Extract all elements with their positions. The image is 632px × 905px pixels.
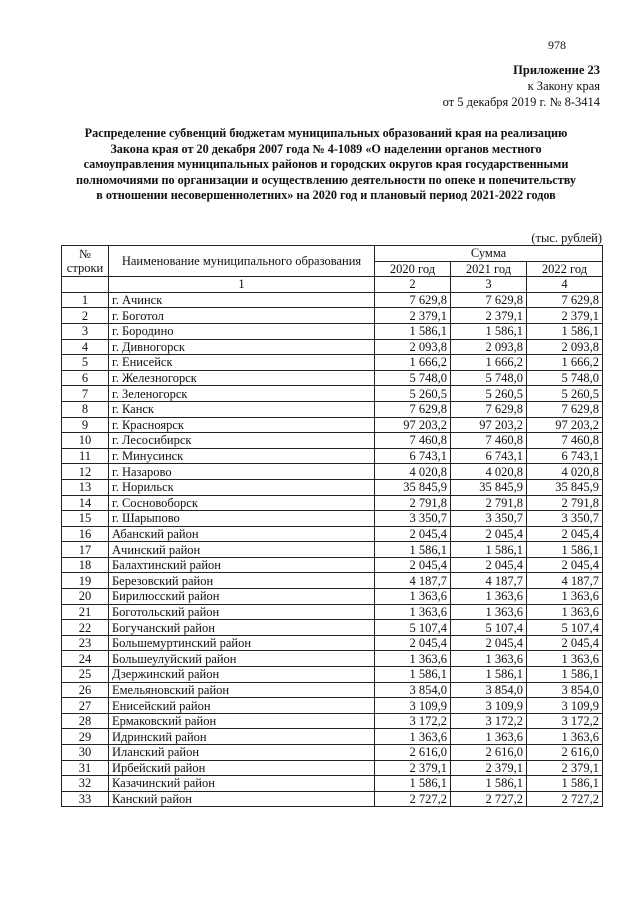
amount-2021-cell: 3 109,9: [451, 698, 527, 714]
row-number-cell: 32: [62, 776, 109, 792]
row-number-cell: 10: [62, 433, 109, 449]
appendix-title: Приложение 23: [513, 63, 600, 77]
amount-2021-cell: 2 045,4: [451, 557, 527, 573]
amount-2022-cell: 1 666,2: [527, 355, 603, 371]
municipality-name-cell: Канский район: [109, 791, 375, 807]
amount-2020-cell: 2 093,8: [375, 339, 451, 355]
row-number-cell: 25: [62, 667, 109, 683]
amount-2022-cell: 1 363,6: [527, 729, 603, 745]
table-row: [62, 557, 603, 573]
amount-2020-cell: 1 586,1: [375, 542, 451, 558]
municipality-name-cell: г. Железногорск: [109, 370, 375, 386]
municipality-name-cell: Идринский район: [109, 729, 375, 745]
table-row: [62, 745, 603, 761]
title-line: Распределение субвенций бюджетам муниципальных образований края на реализацию: [84, 126, 568, 140]
table-row: [62, 698, 603, 714]
municipality-name-cell: г. Боготол: [109, 308, 375, 324]
table-row: [62, 292, 603, 308]
amount-2021-cell: 2 791,8: [451, 495, 527, 511]
document-title: [60, 126, 592, 204]
row-number-cell: 13: [62, 479, 109, 495]
row-number-cell: 26: [62, 682, 109, 698]
row-number-cell: 4: [62, 339, 109, 355]
amount-2021-cell: 5 260,5: [451, 386, 527, 402]
table-row: [62, 729, 603, 745]
table-row: [62, 682, 603, 698]
amount-2020-cell: 7 629,8: [375, 292, 451, 308]
amount-2020-cell: 3 854,0: [375, 682, 451, 698]
amount-2021-cell: 1 363,6: [451, 729, 527, 745]
amount-2021-cell: 7 460,8: [451, 433, 527, 449]
amount-2022-cell: 2 727,2: [527, 791, 603, 807]
table-row: [62, 370, 603, 386]
row-number-cell: 7: [62, 386, 109, 402]
municipality-name-cell: г. Ачинск: [109, 292, 375, 308]
amount-2020-cell: 1 586,1: [375, 667, 451, 683]
municipality-name-cell: Боготольский район: [109, 604, 375, 620]
amount-2021-cell: 35 845,9: [451, 479, 527, 495]
amount-2021-cell: 1 363,6: [451, 651, 527, 667]
municipality-name-cell: Балахтинский район: [109, 557, 375, 573]
appendix-date: от 5 декабря 2019 г. № 8-3414: [442, 95, 600, 109]
municipality-name-cell: г. Дивногорск: [109, 339, 375, 355]
amount-2022-cell: 3 109,9: [527, 698, 603, 714]
amount-2022-cell: 3 172,2: [527, 713, 603, 729]
table-row: [62, 620, 603, 636]
table-row: [62, 464, 603, 480]
row-number-cell: 2: [62, 308, 109, 324]
amount-2020-cell: 3 109,9: [375, 698, 451, 714]
row-number-cell: 15: [62, 511, 109, 527]
amount-2020-cell: 2 045,4: [375, 557, 451, 573]
amount-2020-cell: 5 260,5: [375, 386, 451, 402]
table-row: [62, 417, 603, 433]
amount-2020-cell: 35 845,9: [375, 479, 451, 495]
table-row: [62, 433, 603, 449]
municipality-name-cell: г. Шарыпово: [109, 511, 375, 527]
amount-2021-cell: 1 363,6: [451, 589, 527, 605]
amount-2021-cell: 97 203,2: [451, 417, 527, 433]
table-row: [62, 308, 603, 324]
amount-2022-cell: 5 748,0: [527, 370, 603, 386]
amount-2020-cell: 2 791,8: [375, 495, 451, 511]
municipality-name-cell: Ирбейский район: [109, 760, 375, 776]
table-row: [62, 479, 603, 495]
amount-2021-cell: 2 045,4: [451, 635, 527, 651]
amount-2020-cell: 1 666,2: [375, 355, 451, 371]
amount-2022-cell: 5 107,4: [527, 620, 603, 636]
table-row: [62, 323, 603, 339]
amount-2020-cell: 3 172,2: [375, 713, 451, 729]
amount-2021-cell: 2 727,2: [451, 791, 527, 807]
municipality-name-cell: Березовский район: [109, 573, 375, 589]
row-number-cell: 11: [62, 448, 109, 464]
amount-2020-cell: 2 045,4: [375, 526, 451, 542]
row-number-cell: 22: [62, 620, 109, 636]
row-number-cell: 27: [62, 698, 109, 714]
amount-2020-cell: 3 350,7: [375, 511, 451, 527]
municipality-name-cell: Большеулуйский район: [109, 651, 375, 667]
title-line: самоуправления муниципальных районов и городских округов края государственными: [83, 157, 569, 171]
row-number-cell: 9: [62, 417, 109, 433]
amount-2021-cell: 5 748,0: [451, 370, 527, 386]
amount-2022-cell: 6 743,1: [527, 448, 603, 464]
municipality-name-cell: Большемуртинский район: [109, 635, 375, 651]
amount-2022-cell: 1 586,1: [527, 667, 603, 683]
amount-2022-cell: 1 363,6: [527, 589, 603, 605]
table-row: [62, 448, 603, 464]
row-number-cell: 33: [62, 791, 109, 807]
row-number-cell: 24: [62, 651, 109, 667]
amount-2022-cell: 3 854,0: [527, 682, 603, 698]
amount-2022-cell: 1 363,6: [527, 651, 603, 667]
amount-2021-cell: 3 172,2: [451, 713, 527, 729]
row-number-cell: 31: [62, 760, 109, 776]
amount-2022-cell: 7 629,8: [527, 401, 603, 417]
amount-2021-cell: 1 586,1: [451, 542, 527, 558]
row-number-cell: 5: [62, 355, 109, 371]
table-row: [62, 339, 603, 355]
amount-2022-cell: 4 020,8: [527, 464, 603, 480]
amount-2022-cell: 2 379,1: [527, 760, 603, 776]
row-number-cell: 14: [62, 495, 109, 511]
municipality-name-cell: Казачинский район: [109, 776, 375, 792]
page-number: 978: [548, 38, 566, 52]
table-row: [62, 791, 603, 807]
amount-2022-cell: 7 629,8: [527, 292, 603, 308]
row-number-cell: 20: [62, 589, 109, 605]
amount-2020-cell: 1 363,6: [375, 729, 451, 745]
municipality-name-cell: Богучанский район: [109, 620, 375, 636]
municipality-name-cell: Иланский район: [109, 745, 375, 761]
amount-2021-cell: 7 629,8: [451, 292, 527, 308]
municipality-name-cell: г. Зеленогорск: [109, 386, 375, 402]
table-row: [62, 589, 603, 605]
amount-2021-cell: 2 379,1: [451, 308, 527, 324]
amount-2020-cell: 4 020,8: [375, 464, 451, 480]
amount-2020-cell: 7 460,8: [375, 433, 451, 449]
amount-2021-cell: 1 586,1: [451, 776, 527, 792]
amount-2020-cell: 1 586,1: [375, 323, 451, 339]
column-number: 2: [375, 277, 451, 293]
table-row: [62, 573, 603, 589]
row-number-cell: 3: [62, 323, 109, 339]
table-row: [62, 542, 603, 558]
amount-2022-cell: 1 586,1: [527, 323, 603, 339]
amount-2022-cell: 2 093,8: [527, 339, 603, 355]
table-row: [62, 760, 603, 776]
row-number-cell: 30: [62, 745, 109, 761]
municipality-name-cell: г. Норильск: [109, 479, 375, 495]
amount-2020-cell: 5 107,4: [375, 620, 451, 636]
row-number-cell: 12: [62, 464, 109, 480]
amount-2022-cell: 2 791,8: [527, 495, 603, 511]
appendix-block: [443, 62, 600, 110]
table-row: [62, 355, 603, 371]
amount-2021-cell: 7 629,8: [451, 401, 527, 417]
title-line: в отношении несовершеннолетних» на 2020 год и плановый период 2021-2022 годов: [96, 188, 556, 202]
amount-2021-cell: 1 586,1: [451, 323, 527, 339]
row-number-cell: 19: [62, 573, 109, 589]
column-number: 1: [109, 277, 375, 293]
amount-2020-cell: 4 187,7: [375, 573, 451, 589]
row-number-cell: 8: [62, 401, 109, 417]
row-number-cell: 16: [62, 526, 109, 542]
unit-label: (тыс. рублей): [531, 231, 602, 245]
amount-2020-cell: 2 379,1: [375, 760, 451, 776]
amount-2022-cell: 7 460,8: [527, 433, 603, 449]
header-2020: 2020 год: [375, 261, 451, 277]
amount-2022-cell: 5 260,5: [527, 386, 603, 402]
amount-2022-cell: 2 045,4: [527, 635, 603, 651]
amount-2020-cell: 5 748,0: [375, 370, 451, 386]
table-row: [62, 651, 603, 667]
municipality-name-cell: г. Минусинск: [109, 448, 375, 464]
municipality-name-cell: г. Канск: [109, 401, 375, 417]
row-number-cell: 21: [62, 604, 109, 620]
table-row: [62, 511, 603, 527]
municipality-name-cell: г. Сосновоборск: [109, 495, 375, 511]
municipality-name-cell: г. Бородино: [109, 323, 375, 339]
amount-2021-cell: 1 666,2: [451, 355, 527, 371]
municipality-name-cell: Абанский район: [109, 526, 375, 542]
amount-2021-cell: 4 020,8: [451, 464, 527, 480]
title-line: Закона края от 20 декабря 2007 года № 4-1089 «О наделении органов местного: [110, 141, 542, 156]
amount-2020-cell: 1 363,6: [375, 651, 451, 667]
row-number-cell: 23: [62, 635, 109, 651]
amount-2022-cell: 1 586,1: [527, 776, 603, 792]
amount-2021-cell: 1 586,1: [451, 667, 527, 683]
amount-2021-cell: 1 363,6: [451, 604, 527, 620]
amount-2020-cell: 7 629,8: [375, 401, 451, 417]
header-name: Наименование муниципального образования: [109, 246, 375, 277]
amount-2020-cell: 1 363,6: [375, 604, 451, 620]
amount-2022-cell: 1 363,6: [527, 604, 603, 620]
municipality-name-cell: г. Лесосибирск: [109, 433, 375, 449]
column-number: 3: [451, 277, 527, 293]
table-row: [62, 386, 603, 402]
table-row: [62, 667, 603, 683]
amount-2022-cell: 3 350,7: [527, 511, 603, 527]
subvention-table: [61, 245, 603, 807]
amount-2022-cell: 2 045,4: [527, 526, 603, 542]
header-row-number: № строки: [62, 246, 109, 277]
row-number-cell: 28: [62, 713, 109, 729]
amount-2021-cell: 2 616,0: [451, 745, 527, 761]
table-row: [62, 401, 603, 417]
municipality-name-cell: Ермаковский район: [109, 713, 375, 729]
amount-2022-cell: 2 616,0: [527, 745, 603, 761]
amount-2022-cell: 35 845,9: [527, 479, 603, 495]
row-number-cell: 6: [62, 370, 109, 386]
table-row: [62, 776, 603, 792]
amount-2020-cell: 2 045,4: [375, 635, 451, 651]
municipality-name-cell: г. Красноярск: [109, 417, 375, 433]
amount-2021-cell: 2 093,8: [451, 339, 527, 355]
amount-2020-cell: 2 727,2: [375, 791, 451, 807]
amount-2021-cell: 5 107,4: [451, 620, 527, 636]
municipality-name-cell: Ачинский район: [109, 542, 375, 558]
header-2022: 2022 год: [527, 261, 603, 277]
title-line: полномочиями по организации и осуществлению деятельности по опеке и попечительству: [76, 172, 576, 187]
table-row: [62, 526, 603, 542]
municipality-name-cell: Бирилюсский район: [109, 589, 375, 605]
amount-2022-cell: 2 379,1: [527, 308, 603, 324]
table-row: [62, 635, 603, 651]
row-number-cell: 1: [62, 292, 109, 308]
municipality-name-cell: г. Назарово: [109, 464, 375, 480]
amount-2022-cell: 2 045,4: [527, 557, 603, 573]
municipality-name-cell: Дзержинский район: [109, 667, 375, 683]
row-number-cell: 29: [62, 729, 109, 745]
amount-2020-cell: 2 616,0: [375, 745, 451, 761]
amount-2020-cell: 2 379,1: [375, 308, 451, 324]
amount-2020-cell: 97 203,2: [375, 417, 451, 433]
appendix-law-ref: к Закону края: [527, 79, 600, 93]
amount-2021-cell: 2 045,4: [451, 526, 527, 542]
municipality-name-cell: г. Енисейск: [109, 355, 375, 371]
amount-2022-cell: 97 203,2: [527, 417, 603, 433]
amount-2021-cell: 3 854,0: [451, 682, 527, 698]
table-row: [62, 604, 603, 620]
amount-2022-cell: 1 586,1: [527, 542, 603, 558]
amount-2021-cell: 4 187,7: [451, 573, 527, 589]
amount-2021-cell: 6 743,1: [451, 448, 527, 464]
amount-2021-cell: 2 379,1: [451, 760, 527, 776]
header-2021: 2021 год: [451, 261, 527, 277]
column-number: 4: [527, 277, 603, 293]
amount-2020-cell: 1 363,6: [375, 589, 451, 605]
amount-2021-cell: 3 350,7: [451, 511, 527, 527]
amount-2022-cell: 4 187,7: [527, 573, 603, 589]
row-number-cell: 17: [62, 542, 109, 558]
municipality-name-cell: Енисейский район: [109, 698, 375, 714]
municipality-name-cell: Емельяновский район: [109, 682, 375, 698]
header-sum: Сумма: [375, 246, 603, 262]
row-number-cell: 18: [62, 557, 109, 573]
table-row: [62, 495, 603, 511]
amount-2020-cell: 6 743,1: [375, 448, 451, 464]
table-row: [62, 713, 603, 729]
amount-2020-cell: 1 586,1: [375, 776, 451, 792]
